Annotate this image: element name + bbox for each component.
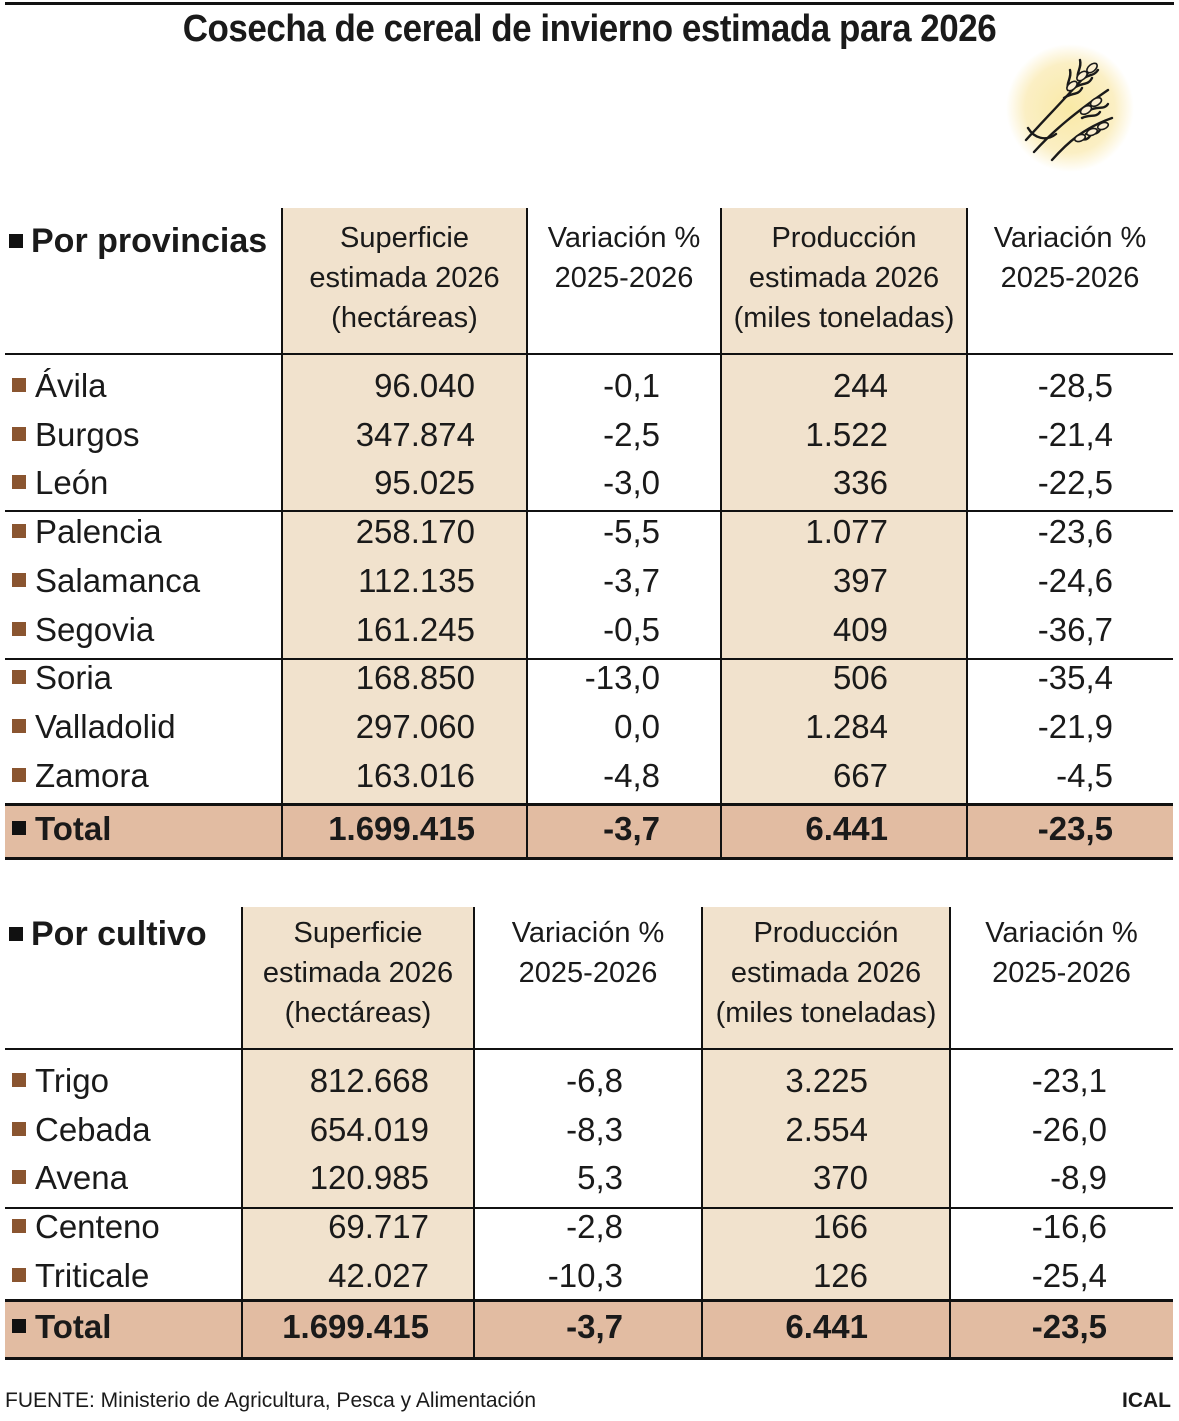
cell-superficie: 812.668 <box>309 1062 429 1099</box>
row-label: Avena <box>12 1159 128 1197</box>
row-label: Cebada <box>12 1111 151 1149</box>
table-row <box>5 1253 1173 1302</box>
cell-produccion: 397 <box>832 561 888 599</box>
header-superficie: Superficie estimada 2026 (hectáreas) <box>309 222 500 334</box>
row-bullet <box>12 1073 26 1087</box>
cell-variacion-superficie: -3,0 <box>603 464 660 502</box>
cell-produccion: 6.441 <box>785 1308 868 1345</box>
cell-superficie: 69.717 <box>328 1208 429 1246</box>
cell-produccion: 506 <box>832 659 888 697</box>
cell-variacion-superficie: -0,5 <box>603 610 660 648</box>
cell-variacion-superficie: -5,5 <box>603 513 660 551</box>
cell-variacion-produccion: -23,1 <box>1031 1062 1107 1099</box>
section-bullet <box>9 927 23 941</box>
table-row <box>5 1204 1173 1253</box>
cell-variacion-produccion: -16,6 <box>1031 1208 1107 1246</box>
table-row <box>5 412 1173 461</box>
cell-variacion-produccion: -4,5 <box>1056 756 1113 794</box>
cell-produccion: 1.522 <box>805 415 888 453</box>
cell-variacion-produccion: -36,7 <box>1037 610 1113 648</box>
header-produccion: Producción estimada 2026 (miles toneladas) <box>733 222 955 334</box>
cell-variacion-produccion: -21,4 <box>1037 415 1113 453</box>
header-rule <box>5 1048 1173 1050</box>
bottom-rule <box>5 857 1173 860</box>
row-bullet <box>12 768 26 782</box>
cell-variacion-superficie: -6,8 <box>566 1062 623 1099</box>
row-bullet <box>12 524 26 538</box>
cell-variacion-produccion: -23,6 <box>1037 513 1113 551</box>
cell-superficie: 95.025 <box>374 464 475 502</box>
table-row <box>5 1107 1173 1156</box>
total-row <box>5 1304 1173 1353</box>
cell-variacion-produccion: -24,6 <box>1037 561 1113 599</box>
section-bullet <box>9 234 23 248</box>
row-label: Centeno <box>12 1208 160 1246</box>
row-label: Salamanca <box>12 562 200 600</box>
cell-superficie: 120.985 <box>309 1159 429 1197</box>
header-variacion-superficie: Variación % 2025-2026 <box>547 222 701 294</box>
row-label: Total <box>12 810 111 848</box>
cell-variacion-superficie: -13,0 <box>584 659 660 697</box>
cell-produccion: 244 <box>832 367 888 404</box>
table-row <box>5 558 1173 607</box>
section-title-cultivos: Por cultivo <box>9 915 207 954</box>
cell-superficie: 1.699.415 <box>328 810 475 847</box>
row-label: Zamora <box>12 757 149 795</box>
cell-superficie: 258.170 <box>355 513 475 551</box>
cell-produccion: 1.077 <box>805 513 888 551</box>
header-superficie: Superficie estimada 2026 (hectáreas) <box>262 917 454 1029</box>
cell-produccion: 3.225 <box>785 1062 868 1099</box>
section-title-provincias: Por provincias <box>9 222 267 261</box>
row-label: Ávila <box>12 367 107 405</box>
cell-produccion: 2.554 <box>785 1110 868 1148</box>
brand-label: ICAL <box>1122 1389 1171 1412</box>
table-row <box>5 460 1173 509</box>
row-label: Valladolid <box>12 708 176 746</box>
row-bullet <box>12 622 26 636</box>
page-title: Cosecha de cereal de invierno estimada para 2026 <box>182 8 997 50</box>
row-label: León <box>12 464 108 502</box>
table-row <box>5 607 1173 656</box>
cell-produccion: 370 <box>812 1159 868 1197</box>
table-row <box>5 655 1173 704</box>
cell-superficie: 112.135 <box>358 561 475 599</box>
cell-variacion-produccion: -23,5 <box>1037 810 1113 847</box>
top-rule <box>5 2 1174 5</box>
source-note: FUENTE: Ministerio de Agricultura, Pesca y Alimentación <box>5 1389 537 1412</box>
cell-superficie: 168.850 <box>355 659 475 697</box>
cell-produccion: 1.284 <box>805 707 888 745</box>
cell-variacion-produccion: -22,5 <box>1037 464 1113 502</box>
row-bullet <box>12 1219 26 1233</box>
cell-variacion-superficie: -10,3 <box>547 1256 623 1294</box>
row-bullet <box>12 1170 26 1184</box>
bottom-rule <box>5 1357 1173 1360</box>
cell-produccion: 6.441 <box>805 810 888 847</box>
row-bullet <box>12 573 26 587</box>
cell-produccion: 126 <box>812 1256 868 1294</box>
cell-superficie: 163.016 <box>355 756 475 794</box>
table-row <box>5 1058 1173 1107</box>
row-bullet <box>12 1122 26 1136</box>
cell-superficie: 96.040 <box>374 367 475 404</box>
cell-variacion-produccion: -28,5 <box>1037 367 1113 404</box>
row-label: Soria <box>12 659 112 697</box>
cell-variacion-superficie: -2,5 <box>603 415 660 453</box>
table-row <box>5 704 1173 753</box>
cell-variacion-superficie: 5,3 <box>577 1159 623 1197</box>
cell-variacion-superficie: 0,0 <box>614 707 660 745</box>
row-bullet <box>12 719 26 733</box>
cell-superficie: 347.874 <box>355 415 475 453</box>
cell-variacion-superficie: -3,7 <box>603 810 660 847</box>
row-bullet <box>12 1268 26 1282</box>
cell-variacion-produccion: -23,5 <box>1031 1308 1107 1345</box>
cell-superficie: 654.019 <box>309 1110 429 1148</box>
cell-variacion-produccion: -35,4 <box>1037 659 1113 697</box>
cell-variacion-superficie: -3,7 <box>603 561 660 599</box>
row-label: Total <box>12 1308 111 1346</box>
row-label: Trigo <box>12 1062 109 1100</box>
cell-variacion-superficie: -4,8 <box>603 756 660 794</box>
table-row <box>5 509 1173 558</box>
row-bullet <box>12 475 26 489</box>
cell-produccion: 336 <box>832 464 888 502</box>
row-label: Palencia <box>12 513 162 551</box>
total-row <box>5 806 1173 855</box>
table-row <box>5 363 1173 412</box>
header-variacion-produccion: Variación % 2025-2026 <box>985 917 1138 989</box>
table-row <box>5 1155 1173 1204</box>
cell-produccion: 409 <box>832 610 888 648</box>
header-variacion-produccion: Variación % 2025-2026 <box>993 222 1147 294</box>
cell-superficie: 42.027 <box>328 1256 429 1294</box>
cell-variacion-superficie: -8,3 <box>566 1110 623 1148</box>
cell-variacion-produccion: -26,0 <box>1031 1110 1107 1148</box>
cell-variacion-superficie: -2,8 <box>566 1208 623 1246</box>
cell-superficie: 297.060 <box>355 707 475 745</box>
cell-variacion-superficie: -0,1 <box>603 367 660 404</box>
header-variacion-superficie: Variación % 2025-2026 <box>511 917 665 989</box>
cell-superficie: 1.699.415 <box>282 1308 429 1345</box>
cell-variacion-produccion: -21,9 <box>1037 707 1113 745</box>
row-bullet <box>12 821 26 835</box>
row-bullet <box>12 670 26 684</box>
table-provincias <box>5 208 1173 860</box>
row-label: Burgos <box>12 416 140 454</box>
cell-variacion-produccion: -8,9 <box>1050 1159 1107 1197</box>
header-produccion: Producción estimada 2026 (miles toneladas) <box>715 917 937 1029</box>
wheat-icon <box>1004 42 1134 172</box>
cell-variacion-superficie: -3,7 <box>566 1308 623 1345</box>
row-bullet <box>12 378 26 392</box>
table-row <box>5 753 1173 802</box>
row-bullet <box>12 427 26 441</box>
table-cultivos <box>5 907 1173 1362</box>
cell-produccion: 667 <box>832 756 888 794</box>
row-bullet <box>12 1319 26 1333</box>
cell-produccion: 166 <box>812 1208 868 1246</box>
cell-superficie: 161.245 <box>355 610 475 648</box>
row-label: Triticale <box>12 1257 149 1295</box>
header-rule <box>5 353 1173 355</box>
row-label: Segovia <box>12 611 154 649</box>
cell-variacion-produccion: -25,4 <box>1031 1256 1107 1294</box>
